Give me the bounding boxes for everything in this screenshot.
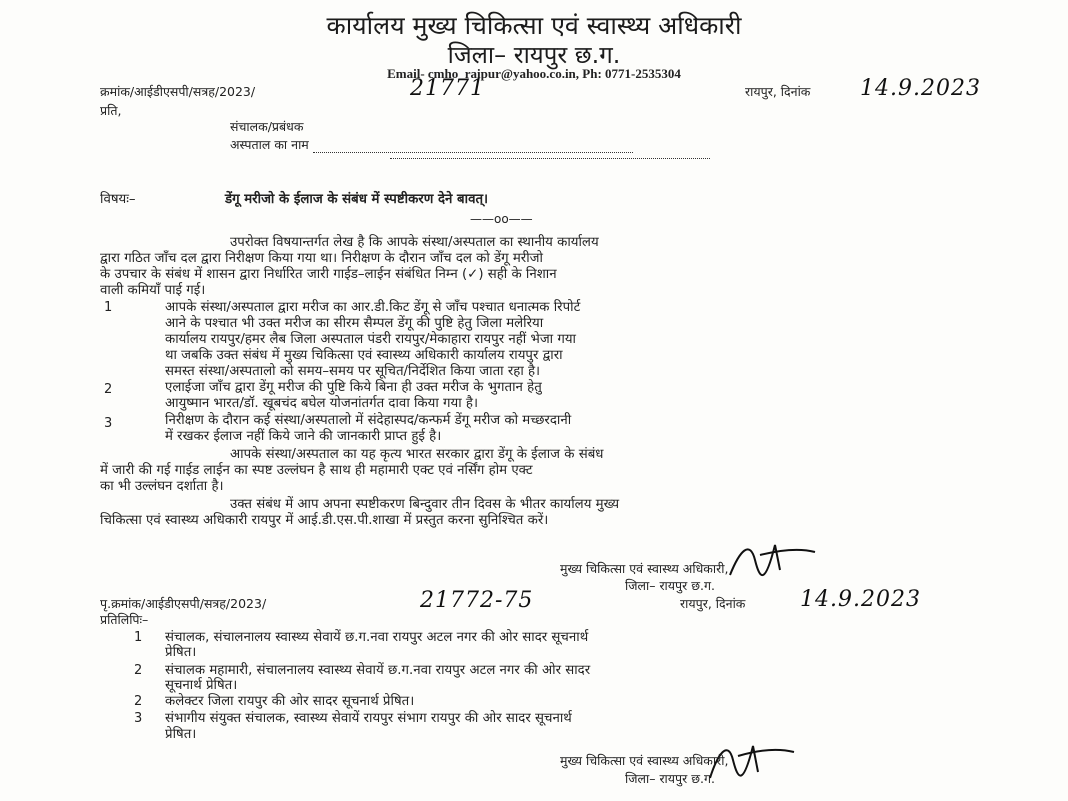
copy-item-line: संचालक, संचालनालय स्वास्थ्य सेवायें छ.ग.नवा रायपुर अटल नगर की ओर सादर सूचनार्थ: [165, 630, 589, 645]
copy-date-handwritten: 14.9.2023: [800, 587, 921, 612]
point-number: 2: [104, 382, 113, 397]
district-title: जिला– रायपुर छ.ग.: [447, 41, 621, 69]
copy-item-line: कलेक्टर जिला रायपुर की ओर सादर सूचनार्थ प्रेषित।: [165, 694, 415, 709]
signature1-designation: मुख्य चिकित्सा एवं स्वास्थ्य अधिकारी,: [560, 561, 729, 576]
address-blank: [390, 158, 710, 159]
office-title: कार्यालय मुख्य चिकित्सा एवं स्वास्थ्य अधिकारी: [326, 11, 742, 40]
date-handwritten: 14.9.2023: [860, 76, 981, 101]
point-line: में रखकर ईलाज नहीं किये जाने की जानकारी प्राप्त हुई है।: [165, 429, 442, 444]
point-line: आपके संस्था/अस्पताल द्वारा मरीज का आर.डी.किट डेंगू से जाँच पश्चात धनात्मक रिपोर्ट: [165, 300, 581, 315]
hospital-name-blank: [313, 152, 633, 153]
point-number: 3: [104, 416, 113, 431]
point-line: कार्यालय रायपुर/हमर लैब जिला अस्पताल पंडरी रायपुर/मेकाहारा रायपुर नहीं भेजा गया: [165, 332, 576, 347]
copy-item-number: 2: [134, 694, 143, 709]
point-line: समस्त संस्था/अस्पतालो को समय–समय पर सूचित/निर्देशित किया जाता रहा है।: [165, 364, 541, 379]
copy-number-handwritten: 21772-75: [420, 588, 534, 613]
para3-line: उक्त संबंध में आप अपना स्पष्टीकरण बिन्दुवार तीन दिवस के भीतर कार्यालय मुख्य: [230, 497, 620, 512]
subject-text: डेंगू मरीजो के ईलाज के संबंध में स्पष्टीकरण देने बावत्।: [225, 192, 489, 207]
para3-line: चिकित्सा एवं स्वास्थ्य अधिकारी रायपुर में आई.डी.एस.पी.शाखा में प्रस्तुत करना सुनिश्चित करें।: [100, 513, 549, 528]
para2-line: में जारी की गई गाईड लाईन का स्पष्ट उल्लंघन है साथ ही महामारी एक्ट एवं नर्सिंग होम एक्ट: [100, 463, 533, 478]
intro-line: उपरोक्त विषयान्तर्गत लेख है कि आपके संस्था/अस्पताल का स्थानीय कार्यालय: [230, 235, 599, 250]
copy-item-line: संचालक महामारी, संचालनालय स्वास्थ्य सेवायें छ.ग.नवा रायपुर अटल नगर की ओर सादर: [165, 663, 591, 678]
prati-lipi: प्रतिलिपिः–: [100, 612, 149, 627]
copy-ref-label: पृ.क्रमांक/आईडीएसपी/सत्रह/2023/: [100, 596, 267, 611]
signature2-district: जिला– रायपुर छ.ग.: [625, 771, 715, 786]
intro-line: द्वारा गठित जाँच दल द्वारा निरीक्षण किया गया था। निरीक्षण के दौरान जाँच दल को डेंगू मरीजो: [100, 251, 543, 266]
para2-line: का भी उल्लंघन दर्शाता है।: [100, 479, 224, 494]
point-line: था जबकि उक्त संबंध में मुख्य चिकित्सा एवं स्वास्थ्य अधिकारी कार्यालय रायपुर द्वारा: [165, 348, 563, 363]
recipient-line2: अस्पताल का नाम: [230, 136, 633, 153]
point-number: 1: [104, 300, 113, 315]
point-line: एलाईजा जाँच द्वारा डेंगू मरीज की पुष्टि किये बिना ही उक्त मरीज के भुगतान हेतु: [165, 380, 542, 395]
signature-mark: [720, 530, 820, 590]
signature1-district: जिला– रायपुर छ.ग.: [625, 578, 715, 593]
point-line: निरीक्षण के दौरान कई संस्था/अस्पतालो में संदेहास्पद/कन्फर्म डेंगू मरीज को मच्छरदानी: [165, 413, 572, 428]
copy-item-line: संभागीय संयुक्त संचालक, स्वास्थ्य सेवायें रायपुर संभाग रायपुर की ओर सादर सूचनार्थ: [165, 711, 572, 726]
separator: ——oo——: [470, 212, 533, 226]
para2-line: आपके संस्था/अस्पताल का यह कृत्य भारत सरकार द्वारा डेंगू के ईलाज के संबंध: [230, 447, 604, 462]
copy-item-line: सूचनार्थ प्रेषित।: [165, 678, 238, 693]
point-line: आने के पश्चात भी उक्त मरीज का सीरम सैम्पल डेंगू की पुष्टि हेतु जिला मलेरिया: [165, 316, 544, 331]
copy-item-line: प्रेषित।: [165, 645, 197, 660]
ref-number-handwritten: 21771: [410, 76, 485, 101]
copy-item-number: 2: [134, 663, 143, 678]
copy-item-number: 1: [134, 630, 143, 645]
copy-item-line: प्रेषित।: [165, 727, 197, 742]
copy-place-date-label: रायपुर, दिनांक: [680, 596, 746, 611]
place-date-label: रायपुर, दिनांक: [745, 84, 811, 99]
copy-item-number: 3: [134, 711, 143, 726]
intro-line: के उपचार के संबंध में शासन द्वारा निर्धारित जारी गाईड–लाईन संबंधित निम्न (✓) सही के निशान: [100, 267, 557, 282]
prati: प्रति,: [100, 103, 122, 118]
signature2-designation: मुख्य चिकित्सा एवं स्वास्थ्य अधिकारी,: [560, 753, 729, 768]
recipient-line1: संचालक/प्रबंधक: [230, 119, 304, 134]
subject-label: विषयः–: [100, 192, 136, 207]
ref-label: क्रमांक/आईडीएसपी/सत्रह/2023/: [100, 84, 256, 99]
intro-line: वाली कमियाँ पाई गई।: [100, 283, 206, 298]
contact-line: Email- cmho_raipur@yahoo.co.in, Ph: 0771-2535304: [387, 66, 681, 81]
point-line: आयुष्मान भारत/डॉ. खूबचंद बघेल योजनांतर्गत दावा किया गया है।: [165, 396, 478, 411]
